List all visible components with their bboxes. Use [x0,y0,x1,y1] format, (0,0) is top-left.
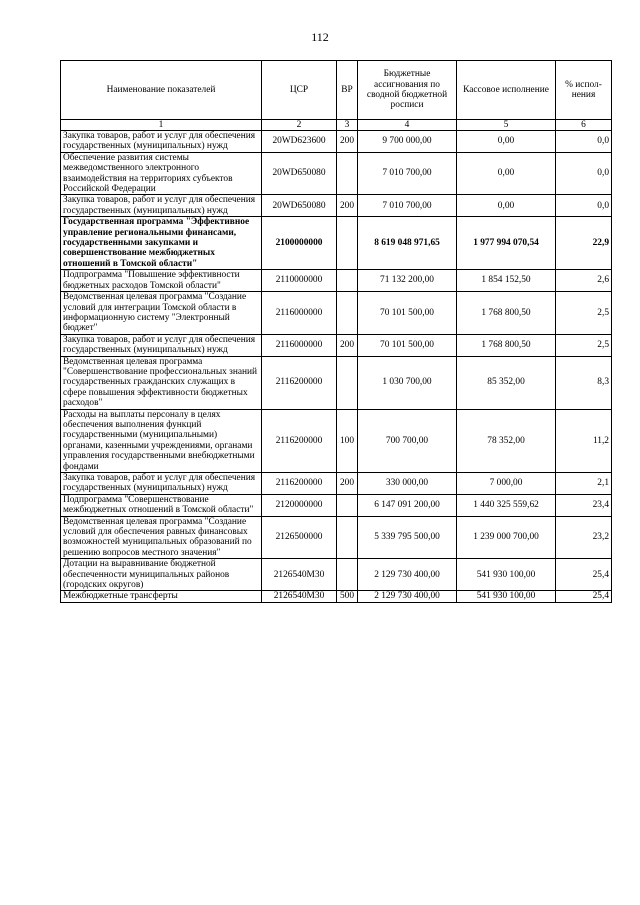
row-name: Ведомственная целевая программа "Совершенствование профессиональных знаний государственных гражданских служащих в сфере повышения эффективности бюджетных расходов" [61,356,262,409]
header-budget: Бюджетные ассигнования по сводной бюджетной росписи [358,61,457,120]
row-name: Подпрограмма "Совершенствование межбюджетных отношений в Томской области" [61,494,262,516]
table-header-row [61,61,612,120]
row-budget: 71 132 200,00 [358,270,457,292]
row-csr: 2126540M30 [262,591,337,602]
row-csr: 20WD623600 [262,131,337,153]
row-cash: 85 352,00 [457,356,556,409]
row-name: Ведомственная целевая программа "Создание условий для интеграции Томской области в информационную систему "Электронный бюджет" [61,292,262,335]
row-cash: 1 440 325 559,62 [457,494,556,516]
table-row [61,591,612,602]
column-number: 6 [556,120,612,131]
row-vr: 200 [337,195,358,217]
row-pct: 25,4 [556,591,612,602]
row-cash: 541 930 100,00 [457,559,556,591]
column-number: 5 [457,120,556,131]
row-vr: 200 [337,334,358,356]
row-vr [337,494,358,516]
row-cash: 0,00 [457,131,556,153]
row-csr: 20WD650080 [262,152,337,195]
row-budget: 7 010 700,00 [358,195,457,217]
row-cash: 1 854 152,50 [457,270,556,292]
row-pct: 2,6 [556,270,612,292]
row-name: Расходы на выплаты персоналу в целях обеспечения выполнения функций государственными (муниципальными) органами, казенными учреждениями, органами управления государственными внебюджетными фондами [61,409,262,472]
table-row [61,195,612,217]
row-cash: 7 000,00 [457,473,556,495]
row-csr: 2120000000 [262,494,337,516]
row-pct: 23,2 [556,516,612,559]
row-cash: 1 768 800,50 [457,292,556,335]
row-vr [337,356,358,409]
row-csr: 2116000000 [262,334,337,356]
row-name: Закупка товаров, работ и услуг для обеспечения государственных (муниципальных) нужд [61,334,262,356]
row-name: Дотации на выравнивание бюджетной обеспеченности муниципальных районов (городских округов) [61,559,262,591]
row-pct: 0,0 [556,131,612,153]
row-csr: 20WD650080 [262,195,337,217]
table-row [61,409,612,472]
table-row [61,270,612,292]
row-name: Ведомственная целевая программа "Создание условий для обеспечения равных финансовых возможностей муниципальных образований по решению вопросов местного значения" [61,516,262,559]
row-budget: 1 030 700,00 [358,356,457,409]
row-pct: 23,4 [556,494,612,516]
column-number: 4 [358,120,457,131]
row-csr: 2116200000 [262,356,337,409]
row-cash: 0,00 [457,195,556,217]
row-vr [337,270,358,292]
table-row [61,131,612,153]
column-number: 1 [61,120,262,131]
row-csr: 2126500000 [262,516,337,559]
row-csr: 2100000000 [262,217,337,270]
table-row [61,473,612,495]
row-vr: 200 [337,131,358,153]
row-budget: 330 000,00 [358,473,457,495]
header-csr: ЦСР [262,61,337,120]
row-pct: 0,0 [556,195,612,217]
row-budget: 5 339 795 500,00 [358,516,457,559]
column-number-row [61,120,612,131]
row-vr [337,559,358,591]
row-budget: 70 101 500,00 [358,334,457,356]
table-row [61,516,612,559]
row-cash: 0,00 [457,152,556,195]
row-csr: 2126540M30 [262,559,337,591]
row-cash: 1 768 800,50 [457,334,556,356]
header-pct: % испол-нения [556,61,612,120]
row-vr [337,152,358,195]
row-pct: 11,2 [556,409,612,472]
table-row [61,217,612,270]
row-vr: 100 [337,409,358,472]
row-csr: 2116000000 [262,292,337,335]
row-budget: 2 129 730 400,00 [358,559,457,591]
row-vr [337,217,358,270]
row-name: Подпрограмма "Повышение эффективности бюджетных расходов Томской области" [61,270,262,292]
table-row [61,292,612,335]
row-name: Закупка товаров, работ и услуг для обеспечения государственных (муниципальных) нужд [61,131,262,153]
row-name: Межбюджетные трансферты [61,591,262,602]
header-cash: Кассовое исполнение [457,61,556,120]
row-vr: 500 [337,591,358,602]
row-cash: 1 977 994 070,54 [457,217,556,270]
row-pct: 0,0 [556,152,612,195]
row-csr: 2116200000 [262,409,337,472]
row-budget: 9 700 000,00 [358,131,457,153]
table-row [61,152,612,195]
row-name: Закупка товаров, работ и услуг для обеспечения государственных (муниципальных) нужд [61,473,262,495]
row-budget: 70 101 500,00 [358,292,457,335]
row-budget: 6 147 091 200,00 [358,494,457,516]
row-cash: 541 930 100,00 [457,591,556,602]
header-vr: ВР [337,61,358,120]
row-name: Закупка товаров, работ и услуг для обеспечения государственных (муниципальных) нужд [61,195,262,217]
table-row [61,559,612,591]
row-name: Обеспечение развития системы межведомственного электронного взаимодействия на территориях субъектов Российской Федерации [61,152,262,195]
column-number: 2 [262,120,337,131]
row-pct: 22,9 [556,217,612,270]
row-budget: 7 010 700,00 [358,152,457,195]
row-cash: 1 239 000 700,00 [457,516,556,559]
table-row [61,334,612,356]
row-pct: 25,4 [556,559,612,591]
row-pct: 2,5 [556,292,612,335]
row-budget: 700 700,00 [358,409,457,472]
page-number: 112 [311,30,329,44]
row-cash: 78 352,00 [457,409,556,472]
row-vr: 200 [337,473,358,495]
row-budget: 8 619 048 971,65 [358,217,457,270]
row-pct: 8,3 [556,356,612,409]
row-vr [337,516,358,559]
table-row [61,494,612,516]
row-name: Государственная программа "Эффективное управление региональными финансами, государственными закупками и совершенствование межбюджетных отношений в Томской области" [61,217,262,270]
row-csr: 2110000000 [262,270,337,292]
budget-execution-table [60,60,612,603]
column-number: 3 [337,120,358,131]
row-vr [337,292,358,335]
row-csr: 2116200000 [262,473,337,495]
table-row [61,356,612,409]
header-name: Наименование показателей [61,61,262,120]
row-pct: 2,5 [556,334,612,356]
row-pct: 2,1 [556,473,612,495]
row-budget: 2 129 730 400,00 [358,591,457,602]
